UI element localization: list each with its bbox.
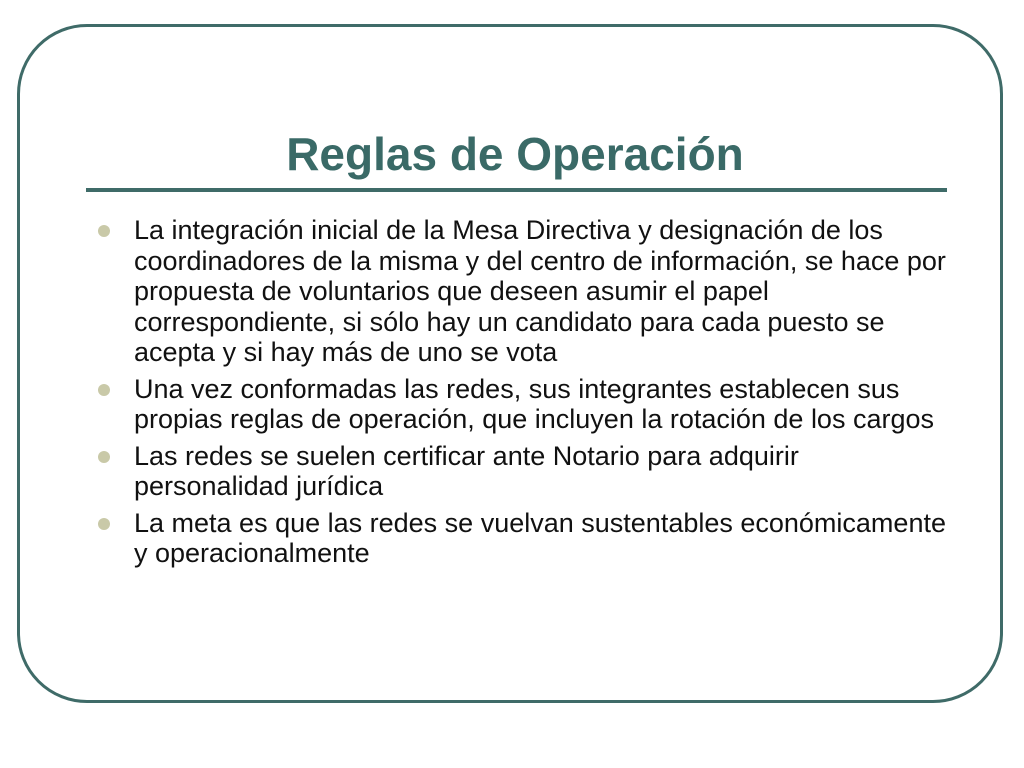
bullet-item <box>96 374 946 435</box>
bullet-item <box>96 215 946 368</box>
bullet-text: La meta es que las redes se vuelvan sustentables económicamente y operacionalmente <box>134 507 946 568</box>
bullet-dot-icon <box>98 384 110 396</box>
slide-title: Reglas de Operación <box>286 128 744 180</box>
bullet-text: Una vez conformadas las redes, sus integrantes establecen sus propias reglas de operación, que incluyen la rotación de los cargos <box>134 373 934 434</box>
bullet-list <box>96 215 946 575</box>
title-underline <box>86 188 947 192</box>
bullet-item <box>96 441 946 502</box>
bullet-text: Las redes se suelen certificar ante Notario para adquirir personalidad jurídica <box>134 440 799 501</box>
bullet-dot-icon <box>98 518 110 530</box>
bullet-dot-icon <box>98 451 110 463</box>
bullet-text: La integración inicial de la Mesa Directiva y designación de los coordinadores de la misma y del centro de información, se hace por propuesta de voluntarios que deseen asumir el papel correspondiente, si sólo hay un candidato para cada puesto se acepta y si hay más de uno se vota <box>134 215 946 367</box>
bullet-item <box>96 508 946 569</box>
bullet-dot-icon <box>98 225 110 237</box>
